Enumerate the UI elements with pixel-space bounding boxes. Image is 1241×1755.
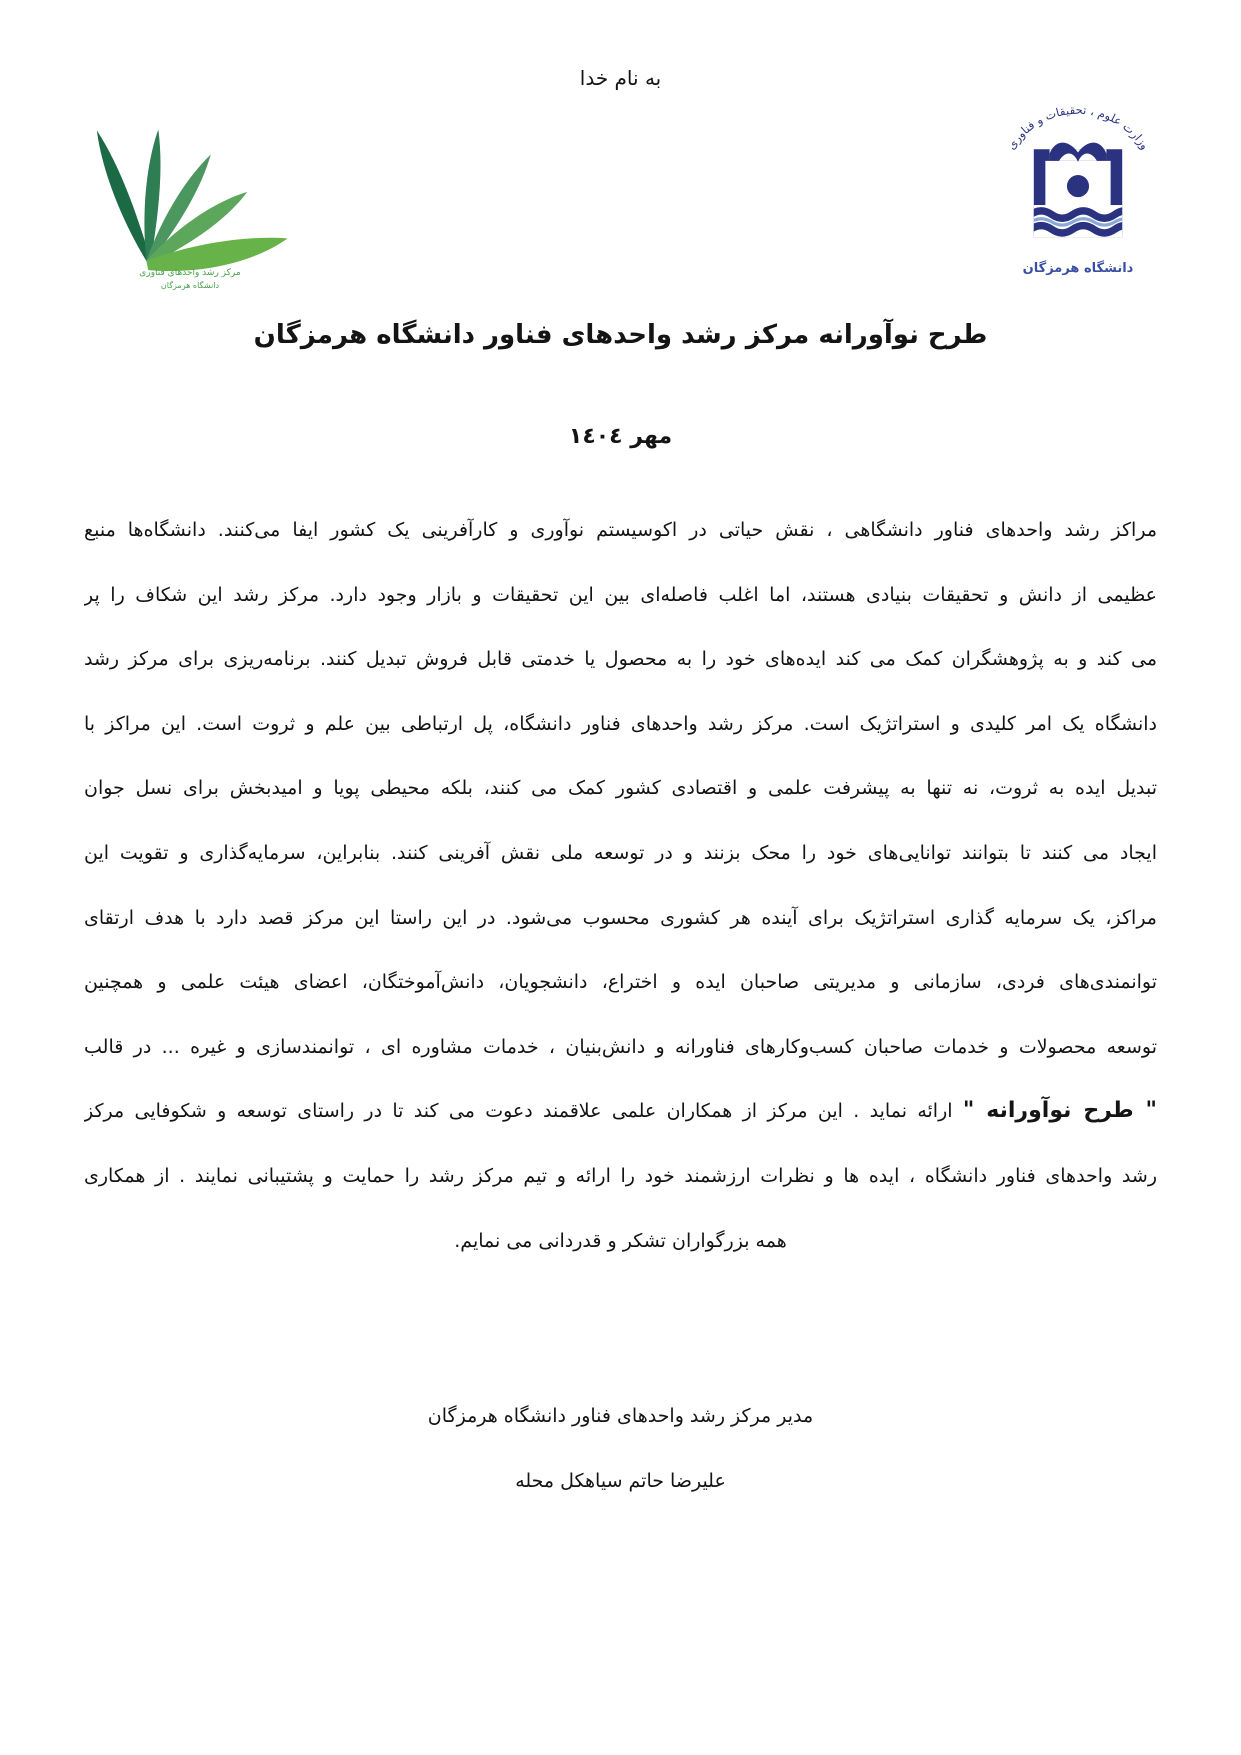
- fan-leaves-icon: [73, 110, 308, 275]
- incubator-logo: [70, 110, 310, 291]
- incubator-logo-caption-line1: مرکز رشد واحدهای فناوری: [139, 268, 241, 278]
- body-line-9: توسعه محصولات و خدمات صاحبان کسب‌وکارهای فناورانه و دانش‌بنیان ، خدمات مشاوره ای ، توانمندسازی و غیره ... در قالب: [84, 1035, 1157, 1058]
- body-line-2: عظیمی از دانش و تحقیقات بنیادی هستند، اما اغلب فاصله‌ای بین این تحقیقات و بازار وجود دارد. مرکز رشد این شکاف را پر: [84, 583, 1157, 606]
- body-line-10: [84, 1079, 1157, 1144]
- ministry-emblem-icon: [978, 104, 1178, 267]
- svg-text:وزارت علوم ، تحقیقات و فناوری: [1004, 104, 1152, 153]
- ministry-logo: [878, 104, 1178, 276]
- document-title: طرح نوآورانه مرکز رشد واحدهای فناور دانشگاه هرمزگان: [253, 320, 988, 350]
- innovative-plan-highlight: " طرح نوآورانه ": [962, 1098, 1157, 1124]
- incubator-logo-caption-line2: دانشگاه هرمزگان: [160, 281, 220, 290]
- signature-name: علیرضا حاتم سیاهکل محله: [515, 1470, 726, 1492]
- body-line-7: مراکز، یک سرمایه گذاری استراتژیک برای آینده هر کشوری محسوب می‌شود. در این راستا این مرکز قصد دارد با هدف ارتقای: [84, 906, 1157, 929]
- body-paragraph: [84, 498, 1157, 1273]
- ministry-logo-caption: دانشگاه هرمزگان: [1022, 261, 1134, 277]
- closing-line: همه بزرگواران تشکر و قدردانی می نمایم.: [454, 1229, 787, 1252]
- body-line-5: تبدیل ایده به ثروت، نه تنها به پیشرفت علمی و اقتصادی کشور کمک می کنند، بلکه محیطی پویا و امیدبخش برای نسل جوان: [84, 777, 1157, 800]
- signature-block: [0, 1384, 1241, 1514]
- signature-title: مدیر مرکز رشد واحدهای فناور دانشگاه هرمزگان: [427, 1405, 814, 1427]
- ministry-arc-text: وزارت علوم ، تحقیقات و فناوری: [1003, 104, 1153, 153]
- bismillah-text: به نام خدا: [579, 66, 662, 90]
- body-line-1: مراکز رشد واحدهای فناور دانشگاهی ، نقش حیاتی در اکوسیستم نوآوری و کارآفرینی یک کشور ایفا می‌کنند. دانشگاه‌ها منبع: [84, 519, 1157, 541]
- body-line-8: توانمندی‌های فردی، سازمانی و مدیریتی صاحبان ایده و اختراع، دانشجویان، دانش‌آموختگان، اعضای هیئت علمی و همچنین: [84, 971, 1157, 994]
- body-line-3: می کند و به پژوهشگران کمک می کند ایده‌های خود را به محصول یا خدمتی قابل فروش تبدیل کنند. برنامه‌ریزی برای مرکز رشد: [84, 648, 1157, 671]
- body-line-10-rest: ارائه نماید . این مرکز از همکاران علمی علاقمند دعوت می کند تا در راستای توسعه و شکوفایی مرکز: [84, 1100, 953, 1123]
- body-line-11: رشد واحدهای فناور دانشگاه ، ایده ها و نظرات ارزشمند خود را ارائه و تیم مرکز رشد را حمایت و پشتیبانی نمایند . از همکاری: [84, 1164, 1157, 1187]
- body-line-6: ایجاد می کنند تا بتوانند توانایی‌های خود را محک بزنند و در توسعه ملی نقش آفرینی کنند. بنابراین، سرمایه‌گذاری و تقویت این: [84, 841, 1157, 864]
- body-line-4: دانشگاه یک امر کلیدی و استراتژیک است. مرکز رشد واحدهای فناور دانشگاه، پل ارتباطی بین علم و ثروت است. این مراکز با: [84, 712, 1157, 735]
- document-date: مهر ١٤٠٤: [568, 424, 673, 449]
